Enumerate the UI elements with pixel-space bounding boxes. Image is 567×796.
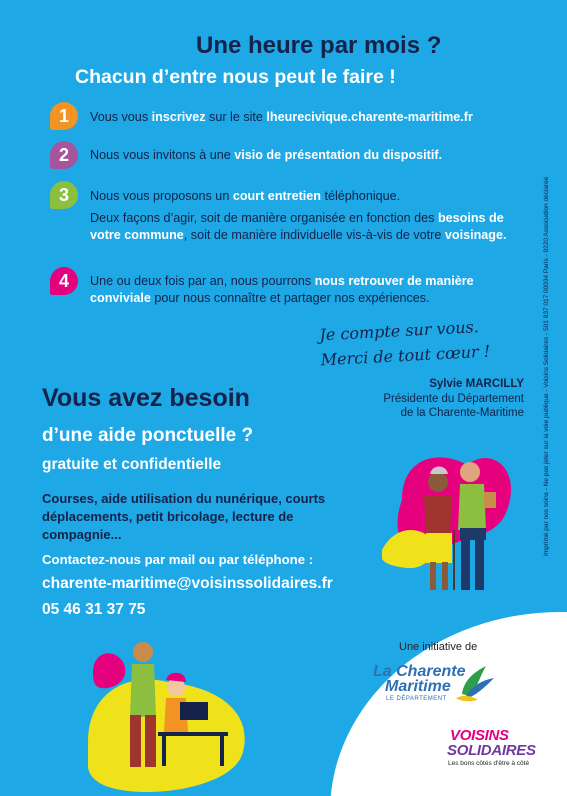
charente-maritime-logo-line3: LE DÉPARTEMENT	[386, 696, 447, 702]
need-title: Vous avez besoin	[42, 384, 250, 412]
step-3-badge: 3	[50, 181, 78, 209]
voisins-solidaires-logo-line1: VOISINS	[450, 727, 509, 744]
website-link[interactable]: lheurecivique.charente-maritime.fr	[266, 110, 473, 124]
charente-maritime-bird-icon	[452, 660, 496, 704]
step-3-text: Nous vous proposons un court entretien téléphonique.	[90, 189, 401, 203]
handwritten-signature-note	[319, 314, 491, 373]
step-2-badge: 2	[50, 141, 78, 169]
legal-side-text: Imprimé par nos soins - Ne pas jeter sur la voie publique - Voisins Solidaires - 501 837 017 00034 Paris - 9220 Association déclarée	[543, 176, 550, 556]
charente-maritime-logo-line1: La Charente	[373, 663, 466, 680]
need-tagline: gratuite et confidentielle	[42, 456, 222, 473]
voisins-solidaires-logo-line2: SOLIDAIRES	[447, 742, 536, 759]
contact-email-link[interactable]: charente-maritime@voisinssolidaires.fr	[42, 575, 333, 592]
step-1-badge: 1	[50, 102, 78, 130]
need-subtitle: d’une aide ponctuelle ?	[42, 425, 254, 446]
white-corner-shape	[330, 612, 567, 796]
step-1-text: Vous vous inscrivez sur le site lheurecivique.charente-maritime.fr	[90, 110, 473, 124]
signatory-block	[336, 377, 524, 421]
step-4-badge: 4	[50, 267, 78, 295]
contact-label: Contactez-nous par mail ou par téléphone :	[42, 552, 314, 567]
signatory-name: Sylvie MARCILLY	[429, 378, 524, 390]
charente-maritime-logo-line2: Maritime	[385, 678, 451, 695]
step-2-text: Nous vous invitons à une visio de présentation du dispositif.	[90, 148, 443, 162]
headline-title: Une heure par mois ?	[196, 32, 442, 59]
contact-phone-link[interactable]: 05 46 31 37 75	[42, 601, 146, 618]
signatory-role-2: de la Charente-Maritime	[400, 407, 524, 419]
services-list: Courses, aide utilisation du nunérique, courts déplacements, petit bricolage, lecture de compagnie...	[42, 491, 326, 542]
signatory-role-1: Présidente du Département	[383, 392, 524, 405]
headline-subtitle: Chacun d’entre nous peut le faire !	[75, 66, 396, 88]
elderly-couple-illustration	[382, 440, 522, 610]
step-3-detail: Deux façons d’agir, soit de manière organisée en fonction des besoins de votre commune, soit de manière individuelle vis-à-vis de votre voisinage.	[90, 211, 507, 242]
signature-line-2: Merci de tout cœur !	[320, 341, 491, 370]
step-4-text: Une ou deux fois par an, nous pourrons nous retrouver de manière conviviale pour nous connaître et partager nos expériences.	[90, 274, 474, 305]
voisins-solidaires-tagline: Les bons côtés d'être à côté	[448, 760, 530, 767]
signature-line-1: Je compte sur vous.	[318, 317, 480, 345]
laptop-help-illustration	[88, 632, 248, 796]
initiative-label: Une initiative de	[399, 641, 478, 653]
